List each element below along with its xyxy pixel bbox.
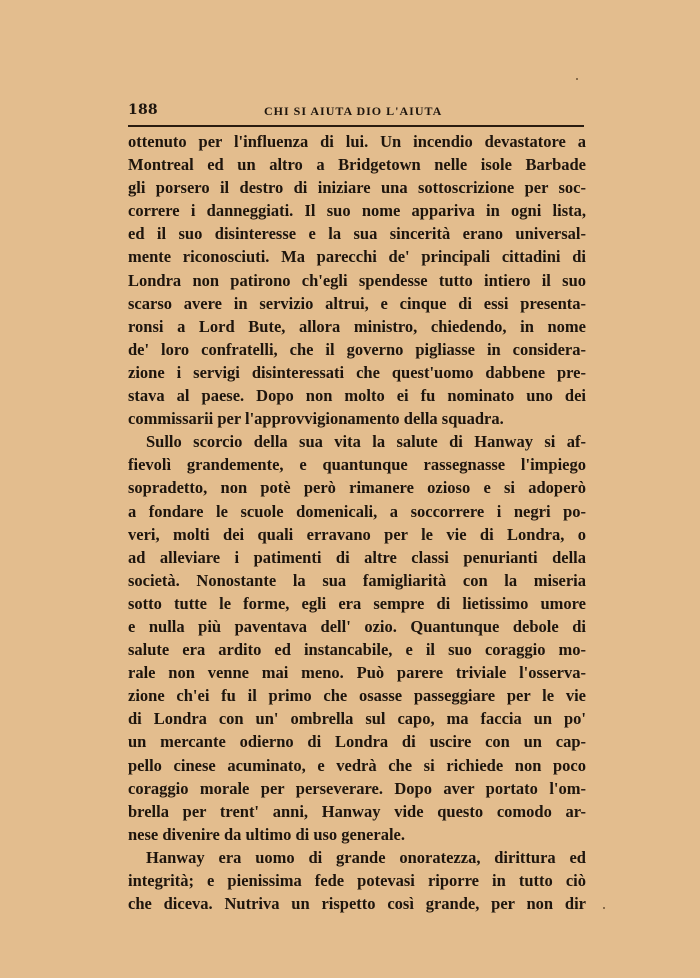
text-line: coraggio morale per perseverare. Dopo aver portato l'om- (128, 778, 586, 798)
text-line: fievolì grandemente, e quantunque rassegnasse l'impiego (128, 455, 586, 475)
text-line: Sullo scorcio della sua vita la salute di Hanway si af- (146, 432, 586, 452)
text-line: e nulla più paventava dell' ozio. Quantunque debole di (128, 616, 586, 636)
text-line: Montreal ed un altro a Bridgetown nelle isole Barbade (128, 155, 586, 175)
text-line: a fondare le scuole domenicali, a soccorrere i negri po- (128, 501, 586, 521)
text-line: integrità; e pienissima fede potevasi riporre in tutto ciò (128, 871, 586, 890)
text-line: rale non venne mai meno. Può parere triviale l'osserva- (128, 663, 586, 683)
text-line: ronsi a Lord Bute, allora ministro, chiedendo, in nome (128, 316, 586, 336)
text-line: sotto tutte le forme, egli era sempre di lietissimo umore (128, 593, 586, 613)
text-line: sopradetto, non potè però rimanere ozioso e si adoperò (128, 478, 586, 498)
text-line: zione i servigi disinteressati che quest'uomo dabbene pre- (128, 362, 586, 382)
text-line: ottenuto per l'influenza di lui. Un incendio devastatore a (128, 132, 586, 151)
text-line: mente riconosciuti. Ma parecchi de' principali cittadini di (128, 247, 586, 267)
text-line: salute era ardito ed instancabile, e il suo coraggio mo- (128, 640, 586, 660)
text-line: scarso avere in servizio altrui, e cinque di essi presenta- (128, 293, 586, 313)
running-head (128, 100, 583, 120)
paper-speck (603, 907, 605, 909)
text-line: commissarii per l'approvvigionamento della squadra. (128, 409, 504, 429)
text-line: veri, molti dei quali erravano per le vie di Londra, o (128, 524, 586, 544)
body-text (128, 130, 586, 915)
header-rule (128, 125, 584, 127)
text-line: di Londra con un' ombrella sul capo, ma faccia un po' (128, 709, 586, 729)
text-line: ad alleviare i patimenti di altre classi penurianti della (128, 547, 586, 567)
text-line: stava al paese. Dopo non molto ei fu nominato uno dei (128, 386, 586, 406)
text-line: de' loro confratelli, che il governo pigliasse in considera- (128, 339, 586, 359)
text-line: società. Nonostante la sua famigliarità con la miseria (128, 570, 586, 590)
text-line: Londra non patirono ch'egli spendesse tutto intiero il suo (128, 270, 586, 290)
text-line: correre i danneggiati. Il suo nome appariva in ogni lista, (128, 201, 586, 221)
paper-speck (576, 78, 578, 80)
text-line: un mercante odierno di Londra di uscire con un cap- (128, 732, 586, 752)
text-line: brella per trent' anni, Hanway vide questo comodo ar- (128, 801, 586, 821)
text-line: Hanway era uomo di grande onoratezza, dirittura ed (146, 847, 586, 867)
text-line: zione ch'ei fu il primo che osasse passeggiare per le vie (128, 686, 586, 706)
text-line: che diceva. Nutriva un rispetto così grande, per non dir (128, 894, 586, 914)
page-number: 188 (128, 102, 158, 118)
running-title: CHI SI AIUTA DIO L'AIUTA (264, 104, 443, 118)
text-line: gli porsero il destro di iniziare una sottoscrizione per soc- (128, 178, 586, 198)
text-line: ed il suo disinteresse e la sua sincerità erano universal- (128, 224, 586, 244)
text-line: nese divenire da ultimo di uso generale. (128, 824, 405, 844)
text-line: pello cinese acuminato, e vedrà che si richiede non poco (128, 755, 586, 775)
